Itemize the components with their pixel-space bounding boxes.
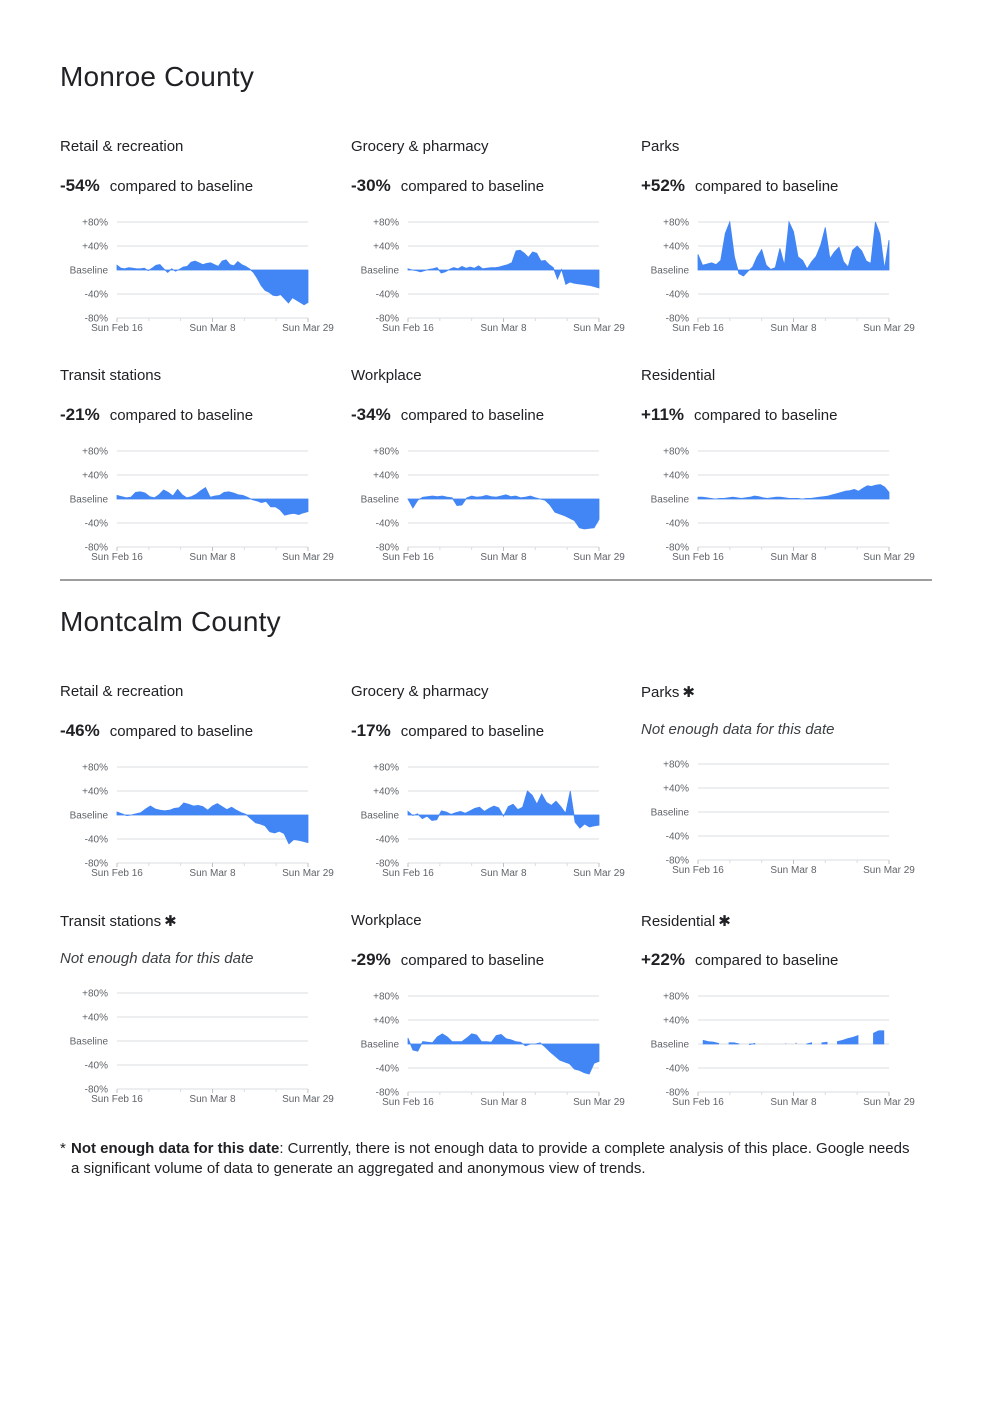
x-tick-label: Sun Feb 16 [382,552,434,563]
category-label: Grocery & pharmacy [351,683,489,700]
area-series [117,803,308,844]
footnote-text [71,1139,911,1179]
y-tick-label: Baseline [69,494,108,506]
x-tick-label: Sun Mar 8 [189,1094,236,1105]
y-tick-label: -80% [665,542,689,554]
y-tick-label: -80% [665,855,689,867]
x-tick-label: Sun Mar 8 [189,868,236,879]
x-tick-label: Sun Mar 29 [573,552,625,563]
x-tick-label: Sun Mar 29 [573,323,625,334]
y-tick-label: Baseline [650,1039,689,1051]
y-tick-label: Baseline [69,810,108,822]
x-tick-label: Sun Mar 8 [480,868,527,879]
y-tick-label: -40% [84,834,108,846]
y-tick-label: +40% [82,241,108,253]
area-series [874,1031,884,1044]
x-tick-label: Sun Mar 29 [863,323,915,334]
x-tick-label: Sun Feb 16 [91,552,143,563]
county-title: Monroe County [60,61,255,92]
baseline-caption: compared to baseline [400,178,545,195]
y-tick-label: +80% [663,759,689,771]
x-tick-label: Sun Mar 29 [282,1094,334,1105]
x-tick-label: Sun Feb 16 [382,868,434,879]
y-tick-label: +80% [82,446,108,458]
x-tick-label: Sun Mar 8 [770,323,817,334]
panel-workplace [351,912,631,1112]
y-tick-label: -80% [84,313,108,325]
category-label: Parks [641,138,680,155]
y-tick-label: -80% [665,313,689,325]
y-tick-label: +40% [663,783,689,795]
y-tick-label: -40% [665,1063,689,1075]
asterisk-flower-icon: ✱ [682,684,695,701]
category-label: Retail & recreation [60,683,184,700]
y-tick-label: -80% [665,1087,689,1099]
y-tick-label: +40% [373,786,399,798]
value-line [60,721,253,741]
y-tick-label: Baseline [360,810,399,822]
y-tick-label: -40% [665,518,689,530]
x-tick-label: Sun Mar 29 [863,552,915,563]
y-tick-label: -40% [665,831,689,843]
area-chart [641,990,921,1110]
y-tick-label: +80% [373,446,399,458]
y-tick-label: +40% [373,241,399,253]
x-tick-label: Sun Mar 29 [863,865,915,876]
area-series [408,791,599,828]
y-tick-label: +40% [82,470,108,482]
category-label: Workplace [351,367,422,384]
footnote-bold: Not enough data for this date [71,1140,280,1157]
x-tick-label: Sun Mar 29 [282,552,334,563]
category-label [641,912,731,930]
x-tick-label: Sun Mar 8 [770,865,817,876]
y-tick-label: +80% [82,217,108,229]
asterisk-flower-icon: ✱ [718,913,731,930]
y-tick-label: Baseline [69,265,108,277]
y-tick-label: +80% [373,762,399,774]
no-data-message: Not enough data for this date [60,950,254,967]
y-tick-label: Baseline [650,265,689,277]
percent-change: -46% [60,721,100,740]
x-tick-label: Sun Feb 16 [672,552,724,563]
y-tick-label: +80% [663,217,689,229]
baseline-caption: compared to baseline [694,178,839,195]
x-tick-label: Sun Feb 16 [672,865,724,876]
category-label [641,683,695,701]
x-tick-label: Sun Feb 16 [91,868,143,879]
y-tick-label: +80% [82,762,108,774]
baseline-caption: compared to baseline [400,407,545,424]
percent-change: +52% [641,176,685,195]
y-tick-label: +80% [373,991,399,1003]
area-chart [351,990,631,1110]
x-tick-label: Sun Feb 16 [672,1097,724,1108]
asterisk-flower-icon: ✱ [164,913,177,930]
percent-change: +11% [641,405,685,424]
category-label: Workplace [351,912,422,929]
y-tick-label: +40% [373,470,399,482]
x-tick-label: Sun Feb 16 [672,323,724,334]
x-tick-label: Sun Mar 8 [480,1097,527,1108]
percent-change: -29% [351,950,391,969]
x-tick-label: Sun Mar 29 [282,323,334,334]
panel-retail-recreation [60,683,340,883]
category-label [60,912,177,930]
x-tick-label: Sun Mar 8 [770,1097,817,1108]
y-tick-label: -80% [84,858,108,870]
y-tick-label: +40% [82,1012,108,1024]
y-tick-label: +40% [663,470,689,482]
y-tick-label: +80% [82,988,108,1000]
x-tick-label: Sun Mar 29 [282,868,334,879]
y-tick-label: -40% [84,1060,108,1072]
x-tick-label: Sun Mar 8 [189,552,236,563]
panel-transit-stations [60,912,340,1112]
y-tick-label: -80% [375,542,399,554]
category-label-text: Transit stations [60,913,162,930]
y-tick-label: -80% [375,313,399,325]
baseline-caption: compared to baseline [109,407,254,424]
y-tick-label: Baseline [360,1039,399,1051]
percent-change: -54% [60,176,100,195]
value-line [641,950,838,970]
x-tick-label: Sun Feb 16 [91,323,143,334]
panel-grocery-pharmacy [351,683,631,883]
percent-change: -30% [351,176,391,195]
y-tick-label: Baseline [650,807,689,819]
baseline-caption: compared to baseline [109,178,254,195]
x-tick-label: Sun Feb 16 [382,1097,434,1108]
footnote-body: : Currently, there is not enough data to provide a complete analysis of this place. Google needs a significant volume of data to generate an aggregated and anonymous view of trends. [71,1140,910,1177]
x-tick-label: Sun Mar 8 [770,552,817,563]
area-series [806,1043,811,1044]
y-tick-label: -80% [84,542,108,554]
x-tick-label: Sun Mar 8 [480,552,527,563]
y-tick-label: -40% [84,289,108,301]
category-label-text: Residential [641,913,716,930]
y-tick-label: -40% [84,518,108,530]
category-label: Transit stations [60,367,162,384]
percent-change: -34% [351,405,391,424]
y-tick-label: Baseline [360,494,399,506]
y-tick-label: -40% [375,518,399,530]
y-tick-label: -40% [665,289,689,301]
y-tick-label: -80% [375,858,399,870]
y-tick-label: +80% [663,991,689,1003]
y-tick-label: -40% [375,289,399,301]
y-tick-label: -40% [375,834,399,846]
y-tick-label: -40% [375,1063,399,1075]
x-tick-label: Sun Mar 8 [480,323,527,334]
category-label: Residential [641,367,716,384]
no-data-message: Not enough data for this date [641,721,835,738]
x-tick-label: Sun Feb 16 [91,1094,143,1105]
y-tick-label: +80% [373,217,399,229]
baseline-caption: compared to baseline [109,723,254,740]
x-tick-label: Sun Mar 8 [189,323,236,334]
panel-parks [641,683,921,883]
y-tick-label: +40% [663,1015,689,1027]
county-section-montcalm [60,0,932,1403]
x-tick-label: Sun Mar 29 [863,1097,915,1108]
area-chart [351,761,631,881]
value-line [351,721,544,741]
panel-residential [641,912,921,1112]
baseline-caption: compared to baseline [694,952,839,969]
y-tick-label: -80% [375,1087,399,1099]
area-series [822,1042,827,1044]
x-tick-label: Sun Feb 16 [382,323,434,334]
category-label: Grocery & pharmacy [351,138,489,155]
value-line [351,950,544,970]
y-tick-label: -80% [84,1084,108,1096]
area-series [837,1036,858,1044]
category-label: Retail & recreation [60,138,184,155]
x-tick-label: Sun Mar 29 [573,1097,625,1108]
area-chart [60,761,340,881]
footnote-asterisk: * [60,1140,66,1157]
baseline-caption: compared to baseline [400,723,545,740]
y-tick-label: +40% [373,1015,399,1027]
area-series [703,1040,718,1044]
y-tick-label: +40% [82,786,108,798]
county-title: Montcalm County [60,606,281,637]
y-tick-label: +40% [663,241,689,253]
area-series [729,1043,739,1044]
category-label-text: Parks [641,684,680,701]
baseline-caption: compared to baseline [694,407,838,424]
percent-change: -17% [351,721,391,740]
y-tick-label: Baseline [69,1036,108,1048]
area-chart [60,987,340,1107]
baseline-caption: compared to baseline [400,952,545,969]
percent-change: +22% [641,950,685,969]
x-tick-label: Sun Mar 29 [573,868,625,879]
area-chart [641,758,921,878]
y-tick-label: Baseline [650,494,689,506]
y-tick-label: Baseline [360,265,399,277]
y-tick-label: +80% [663,446,689,458]
percent-change: -21% [60,405,100,424]
